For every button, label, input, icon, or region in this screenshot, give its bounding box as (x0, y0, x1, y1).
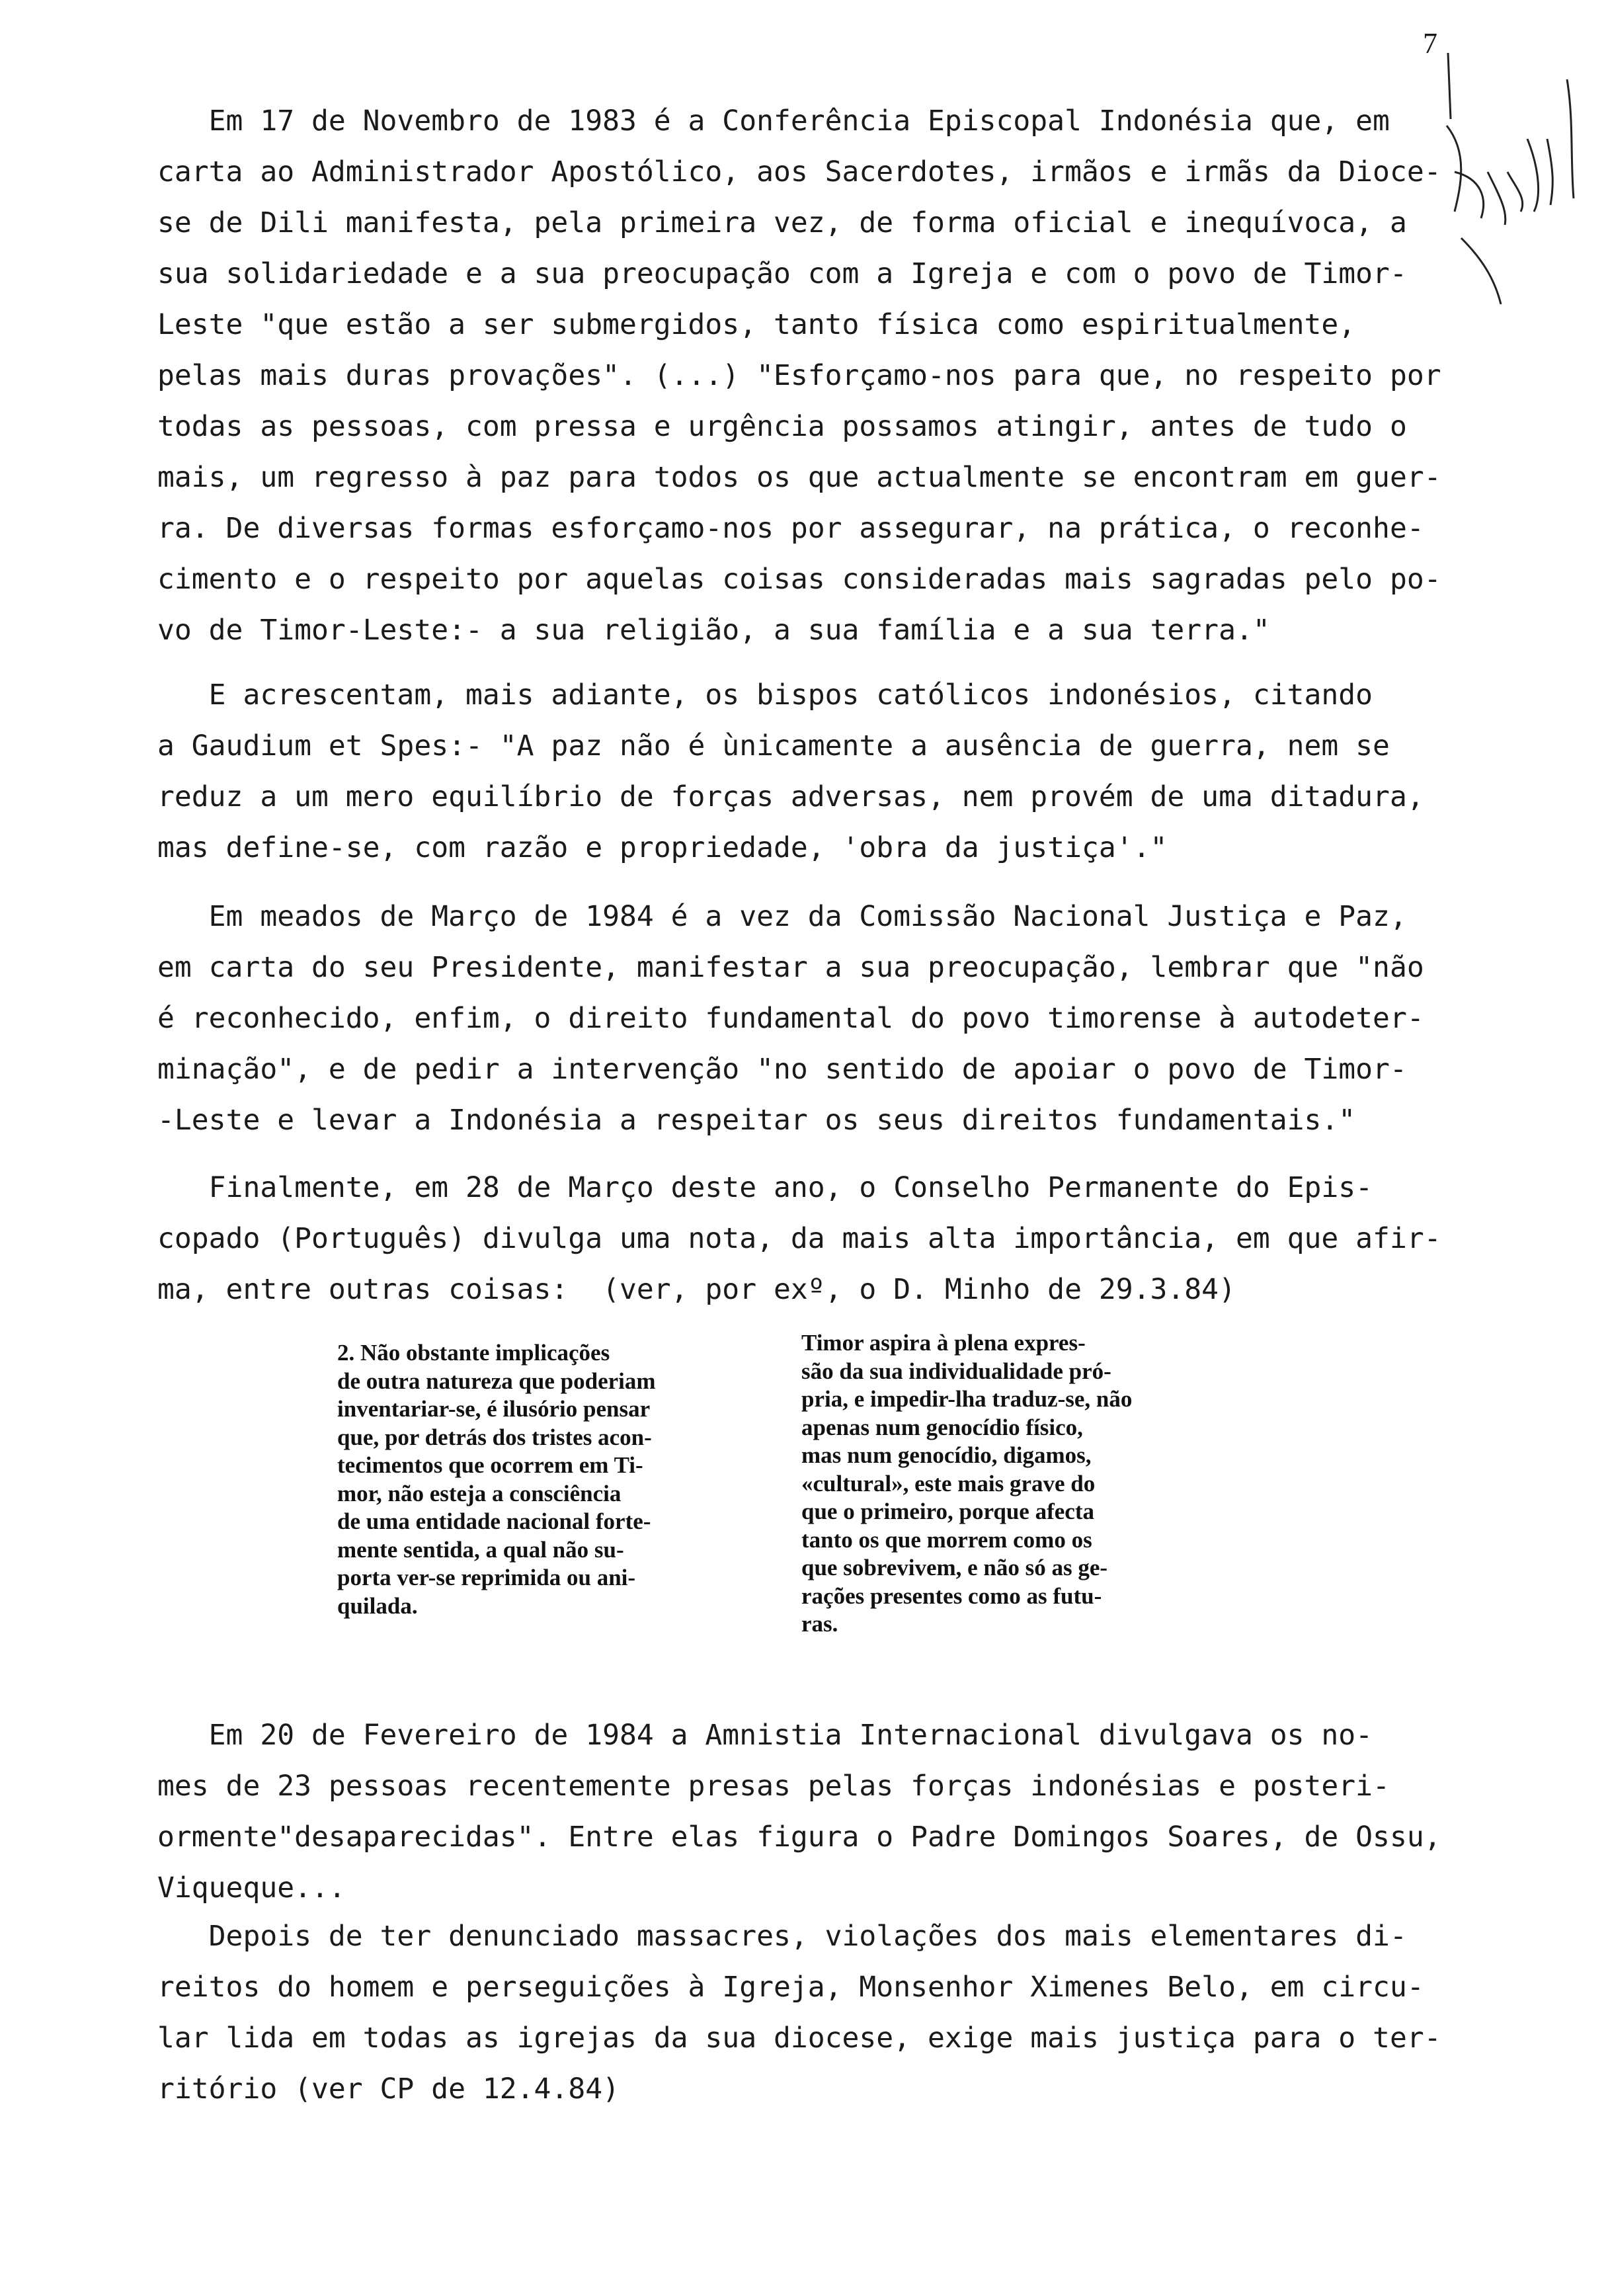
text-line: todas as pessoas, com pressa e urgência possamos atingir, antes de tudo o (157, 410, 1407, 443)
clipping-line: mente sentida, a qual não su- (337, 1536, 624, 1563)
text-line: reduz a um mero equilíbrio de forças adversas, nem provém de uma ditadura, (157, 780, 1424, 813)
clipping-line: são da sua individualidade pró- (801, 1358, 1111, 1384)
clipping-line: 2. Não obstante implicações (337, 1340, 610, 1366)
text-line: Em meados de Março de 1984 é a vez da Comissão Nacional Justiça e Paz, (157, 900, 1407, 933)
text-line: ormente"desaparecidas". Entre elas figura o Padre Domingos Soares, de Ossu, (157, 1821, 1441, 1854)
text-line: mais, um regresso à paz para todos os que actualmente se encontram em guer- (157, 461, 1441, 494)
paragraph-5 (157, 1710, 1467, 1914)
clipping-line: tanto os que morrem como os (801, 1526, 1092, 1553)
clipping-line: «cultural», este mais grave do (801, 1470, 1096, 1496)
text-line: E acrescentam, mais adiante, os bispos católicos indonésios, citando (157, 678, 1373, 712)
text-line: mes de 23 pessoas recentemente presas pelas forças indonésias e posteri- (157, 1770, 1390, 1803)
clipping-line: quilada. (337, 1592, 418, 1619)
text-line: Depois de ter denunciado massacres, violações dos mais elementares di- (157, 1920, 1407, 1953)
text-line: Em 20 de Fevereiro de 1984 a Amnistia Internacional divulgava os no- (157, 1719, 1373, 1752)
newspaper-clipping-left (337, 1339, 747, 1620)
text-line: minação", e de pedir a intervenção "no sentido de apoiar o povo de Timor- (157, 1053, 1407, 1086)
clipping-line: tecimentos que ocorrem em Ti- (337, 1452, 643, 1478)
text-line: Em 17 de Novembro de 1983 é a Conferência Episcopal Indonésia que, em (157, 104, 1390, 138)
clipping-line: porta ver-se reprimida ou ani- (337, 1565, 636, 1590)
text-line: em carta do seu Presidente, manifestar a sua preocupação, lembrar que "não (157, 951, 1424, 984)
text-line: cimento e o respeito por aquelas coisas consideradas mais sagradas pelo po- (157, 563, 1441, 596)
text-line: sua solidariedade e a sua preocupação com a Igreja e com o povo de Timor- (157, 257, 1407, 290)
clipping-line: que o primeiro, porque afecta (801, 1498, 1094, 1524)
clipping-line: de outra natureza que poderiam (337, 1368, 656, 1394)
text-line: Finalmente, em 28 de Março deste ano, o Conselho Permanente do Epis- (157, 1171, 1373, 1204)
clipping-line: mas num genocídio, digamos, (801, 1442, 1092, 1468)
text-line: ritório (ver CP de 12.4.84) (157, 2072, 620, 2106)
clipping-line: de uma entidade nacional forte- (337, 1508, 651, 1534)
clipping-line: inventariar-se, é ilusório pensar (337, 1396, 651, 1422)
text-line: -Leste e levar a Indonésia a respeitar os seus direitos fundamentais." (157, 1104, 1356, 1137)
text-line: ra. De diversas formas esforçamo-nos por assegurar, na prática, o reconhe- (157, 512, 1424, 545)
newspaper-clipping-right (801, 1329, 1238, 1639)
text-line: a Gaudium et Spes:- "A paz não é ùnicamente a ausência de guerra, nem se (157, 729, 1390, 762)
text-line: pelas mais duras provações". (...) "Esforçamo-nos para que, no respeito por (157, 359, 1441, 392)
text-line: Leste "que estão a ser submergidos, tanto física como espiritualmente, (157, 308, 1356, 341)
text-line: lar lida em todas as igrejas da sua diocese, exige mais justiça para o ter- (157, 2022, 1441, 2055)
clipping-line: que sobrevivem, e não só as ge- (801, 1555, 1108, 1580)
clipping-line: que, por detrás dos tristes acon- (337, 1424, 652, 1450)
clipping-line: Timor aspira à plena expres- (801, 1330, 1086, 1356)
clipping-line: apenas num genocídio físico, (801, 1414, 1083, 1440)
clipping-line: pria, e impedir-lha traduz-se, não (801, 1386, 1133, 1412)
clipping-line: mor, não esteja a consciência (337, 1480, 622, 1506)
text-line: Viqueque... (157, 1871, 346, 1905)
text-line: mas define-se, com razão e propriedade, 'obra da justiça'." (157, 831, 1168, 864)
page-number: 7 (1423, 27, 1437, 60)
text-line: vo de Timor-Leste:- a sua religião, a sua família e a sua terra." (157, 614, 1270, 647)
paragraph-6 (157, 1911, 1467, 2115)
text-line: carta ao Administrador Apostólico, aos Sacerdotes, irmãos e irmãs da Dioce- (157, 155, 1441, 188)
paragraph-4 (157, 1163, 1467, 1315)
text-line: copado (Português) divulga uma nota, da mais alta importância, em que afir- (157, 1222, 1441, 1255)
text-line: ma, entre outras coisas: (ver, por exº, o D. Minho de 29.3.84) (157, 1273, 1236, 1306)
clipping-line: ras. (801, 1611, 838, 1637)
clipping-line: rações presentes como as futu- (801, 1582, 1102, 1609)
text-line: se de Dili manifesta, pela primeira vez, de forma oficial e inequívoca, a (157, 206, 1407, 239)
paragraph-2 (157, 670, 1467, 874)
paragraph-1 (157, 96, 1467, 656)
text-line: reitos do homem e perseguições à Igreja, Monsenhor Ximenes Belo, em circu- (157, 1971, 1424, 2004)
text-line: é reconhecido, enfim, o direito fundamental do povo timorense à autodeter- (157, 1002, 1424, 1035)
paragraph-3 (157, 891, 1467, 1146)
